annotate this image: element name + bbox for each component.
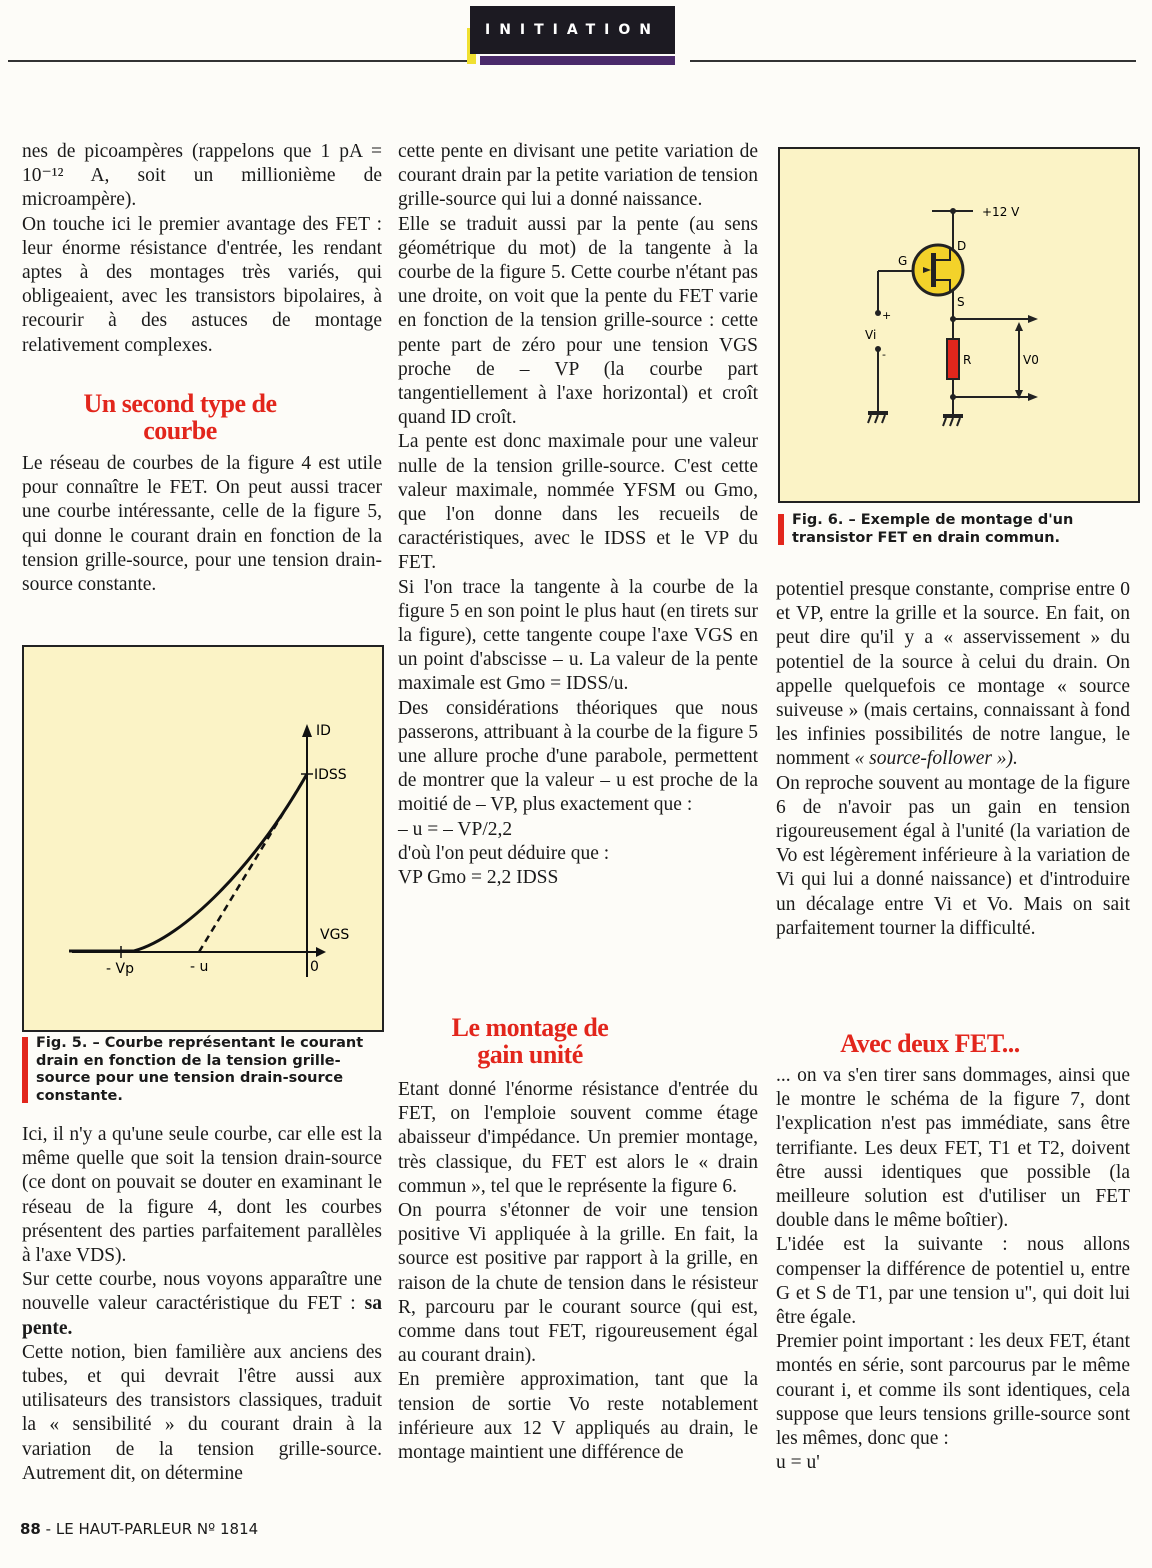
- paragraph: L'idée est la suivante : nous allons compenser la différence de potentiel u, entre G et S de T1, par une tension u'', qui doit lui être égale.: [776, 1234, 1130, 1329]
- vgs-axis-arrow-icon: [316, 947, 326, 957]
- header-rule-left: [8, 60, 470, 62]
- col2-bottom-text: [398, 1078, 758, 1465]
- col1-bottom-text: [22, 1123, 382, 1486]
- id-label: ID: [316, 723, 331, 739]
- paragraph: d'où l'on peut déduire que :: [398, 842, 610, 864]
- section-banner: INITIATION: [470, 6, 675, 54]
- source-label: S: [957, 295, 965, 309]
- section-heading: Le montage de gain unité: [451, 1013, 609, 1069]
- supply-label: +12 V: [982, 205, 1020, 219]
- page-footer: [20, 1520, 258, 1538]
- emphasis-pente: sa pente.: [22, 1293, 383, 1339]
- figure-5-caption: Fig. 5. – Courbe représentant le courant drain en fonction de la tension grille-source pour une tension drain-source constante.: [22, 1035, 376, 1105]
- u-label: - u: [190, 959, 209, 975]
- paragraph-text: potentiel presque constante, comprise entre 0 et VP, entre la grille et la source. En fait, on peut dire qu'il y a « asservissement » du potentiel de la source à celui du drain. On appelle quelquefois ce montage « source suiveuse » (mais certains, connaissant à fond les infinies possibilités de notre langue, le nomment: [776, 579, 1130, 770]
- plus-label: +: [882, 309, 892, 322]
- col1-mid-text: [22, 452, 382, 597]
- equation: u = u': [776, 1452, 820, 1474]
- fet-transfer-curve-diagram: [24, 647, 382, 1030]
- figure-5: [22, 645, 384, 1032]
- paragraph: Elle se traduit aussi par la pente (au sens géométrique du mot) de la tangente à la courbe de la figure 5. Cette courbe n'étant pas une droite, on voit que la pente du FET varie en fonction de la tension grille-source : cette pente part de zéro pour une tension VGS proche de – VP (la courbe part tangentiellement à l'axe horizontal) et croît quand ID croît.: [398, 213, 758, 429]
- page-number: 88: [20, 1520, 41, 1538]
- idss-label: IDSS: [314, 767, 347, 783]
- paragraph: On reproche souvent au montage de la figure 6 de n'avoir pas un gain en tension rigoureusement égal à l'unité (la variation de Vo est légèrement inférieure à la variation de Vi qui lui a donné naissance) et d'introduire un décalage entre Vi et Vo. Mais on sait parfaitement tourner la difficulté.: [776, 772, 1130, 939]
- paragraph: Des considérations théoriques que nous passerons, attribuant à la courbe de la figure 5 une allure proche d'une parabole, permettent de montrer que la valeur – u est proche de la moitié de – VP, plus exactement que :: [398, 697, 758, 816]
- publication-name: - LE HAUT-PARLEUR Nº 1814: [45, 1520, 259, 1538]
- section-heading: Un second type de courbe: [83, 389, 277, 445]
- paragraph-text: Sur cette courbe, nous voyons apparaître une nouvelle valeur caractéristique du FET :: [22, 1269, 382, 1315]
- ground-icon: [868, 411, 888, 423]
- drain-common-circuit-diagram: [780, 149, 1138, 501]
- id-axis-arrow-icon: [302, 724, 312, 737]
- resistor-symbol: [947, 339, 959, 379]
- paragraph: ... on va s'en tirer sans dommages, ainsi que le montre le schéma de la figure 7, dont l'explication n'est pas immédiate, sans être terrifiante. Les deux FET, T1 et T2, doivent être aussi identiques que possible (la meilleure solution est d'utiliser un FET double dans le même boîtier).: [776, 1065, 1130, 1232]
- paragraph: Premier point important : les deux FET, étant montés en série, sont parcourus par le même courant i, et comme ils sont identiques, cela suppose que leurs tensions grille-source sont les mêmes, donc que :: [776, 1331, 1130, 1450]
- equation: – u = – VP/2,2: [398, 818, 513, 840]
- header-rule-right: [690, 60, 1136, 62]
- section-heading: Avec deux FET...: [840, 1029, 1020, 1058]
- italic-term: « source-follower »).: [854, 748, 1018, 770]
- col2-top-text: [398, 140, 758, 890]
- figure-6-caption: Fig. 6. – Exemple de montage d'un transistor FET en drain commun.: [778, 512, 1132, 547]
- paragraph: On pourra s'étonner de voir une tension positive Vi appliquée à la grille. En fait, la source est positive par rapport à la grille, en raison de la chute de tension dans le résisteur R, parcouru par le courant source (qui est, comme dans tout FET, rigoureusement égal au courant drain).: [398, 1200, 758, 1367]
- col3-top-text: [776, 578, 1130, 941]
- vp-label: - Vp: [106, 961, 134, 977]
- paragraph: Le réseau de courbes de la figure 4 est utile pour connaître le FET. On peut aussi tracer une courbe intéressante, celle de la figure 5, qui donne le courant drain en fonction de la tension grille-source, pour une tension drain-source constante.: [22, 453, 382, 596]
- paragraph: nes de picoampères (rappelons que 1 pA = 10⁻¹² A, soit un millionième de microampère).: [22, 141, 382, 211]
- paragraph: La pente est donc maximale pour une valeur nulle de la tension grille-source. C'est cette valeur maximale, nommée YFSM ou Gmo, que l'on donne dans les recueils de caractéristiques, avec le IDSS et le VP du FET.: [398, 431, 758, 574]
- paragraph: cette pente en divisant une petite variation de courant drain par la petite variation de tension grille-source qui lui a donné naissance.: [398, 141, 758, 211]
- transfer-curve: [69, 774, 307, 951]
- paragraph: En première approximation, tant que la tension de sortie Vo reste notablement inférieure aux 12 V appliqués au drain, le montage maintient une différence de: [398, 1369, 758, 1464]
- paragraph: Si l'on trace la tangente à la courbe de la figure 5 en son point le plus haut (en tirets sur la figure), cette tangente coupe l'axe VGS en un point d'abscisse – u. La valeur de la pente maximale est Gmo = IDSS/u.: [398, 576, 758, 695]
- col1-top-text: [22, 140, 382, 358]
- figure-6: [778, 147, 1140, 503]
- vgs-label: VGS: [320, 927, 350, 943]
- banner-accent-purple: [480, 56, 675, 65]
- gate-label: G: [898, 254, 908, 268]
- zero-label: 0: [310, 959, 319, 975]
- paragraph: Ici, il n'y a qu'une seule courbe, car elle est la même quelle que soit la tension drain-source (ce dont on pouvait se douter en examinant le réseau de la figure 4, dont les courbes présentent des parties parfaitement parallèles à l'axe VDS).: [22, 1124, 382, 1267]
- vi-label: Vi: [865, 328, 877, 342]
- fet-transistor-symbol: [913, 245, 963, 295]
- minus-label: -: [882, 348, 886, 361]
- vo-label: V0: [1023, 353, 1039, 367]
- ground-icon: [943, 414, 963, 426]
- resistor-label: R: [963, 353, 972, 367]
- paragraph: Cette notion, bien familière aux anciens des tubes, et qui devrait l'être aussi aux utilisateurs des transistors classiques, traduit la « sensibilité » du courant drain à la variation de la tension grille-source. Autrement dit, on détermine: [22, 1341, 382, 1484]
- paragraph: [22, 1268, 382, 1341]
- paragraph: Etant donné l'énorme résistance d'entrée du FET, on l'emploie souvent comme étage abaisseur d'impédance. Un premier montage, très classique, du FET est alors le « drain commun », tel que le représente la figure 6.: [398, 1079, 758, 1197]
- equation: VP Gmo = 2,2 IDSS: [398, 867, 559, 889]
- paragraph: On touche ici le premier avantage des FET : leur énorme résistance d'entrée, les rendant aptes à des montages très variés, qui obligeaient, avec les transistors bipolaires, à recourir à des astuces de montage relativement complexes.: [22, 213, 382, 356]
- paragraph: [776, 578, 1130, 772]
- col3-bottom-text: [776, 1064, 1130, 1475]
- drain-label: D: [957, 239, 967, 253]
